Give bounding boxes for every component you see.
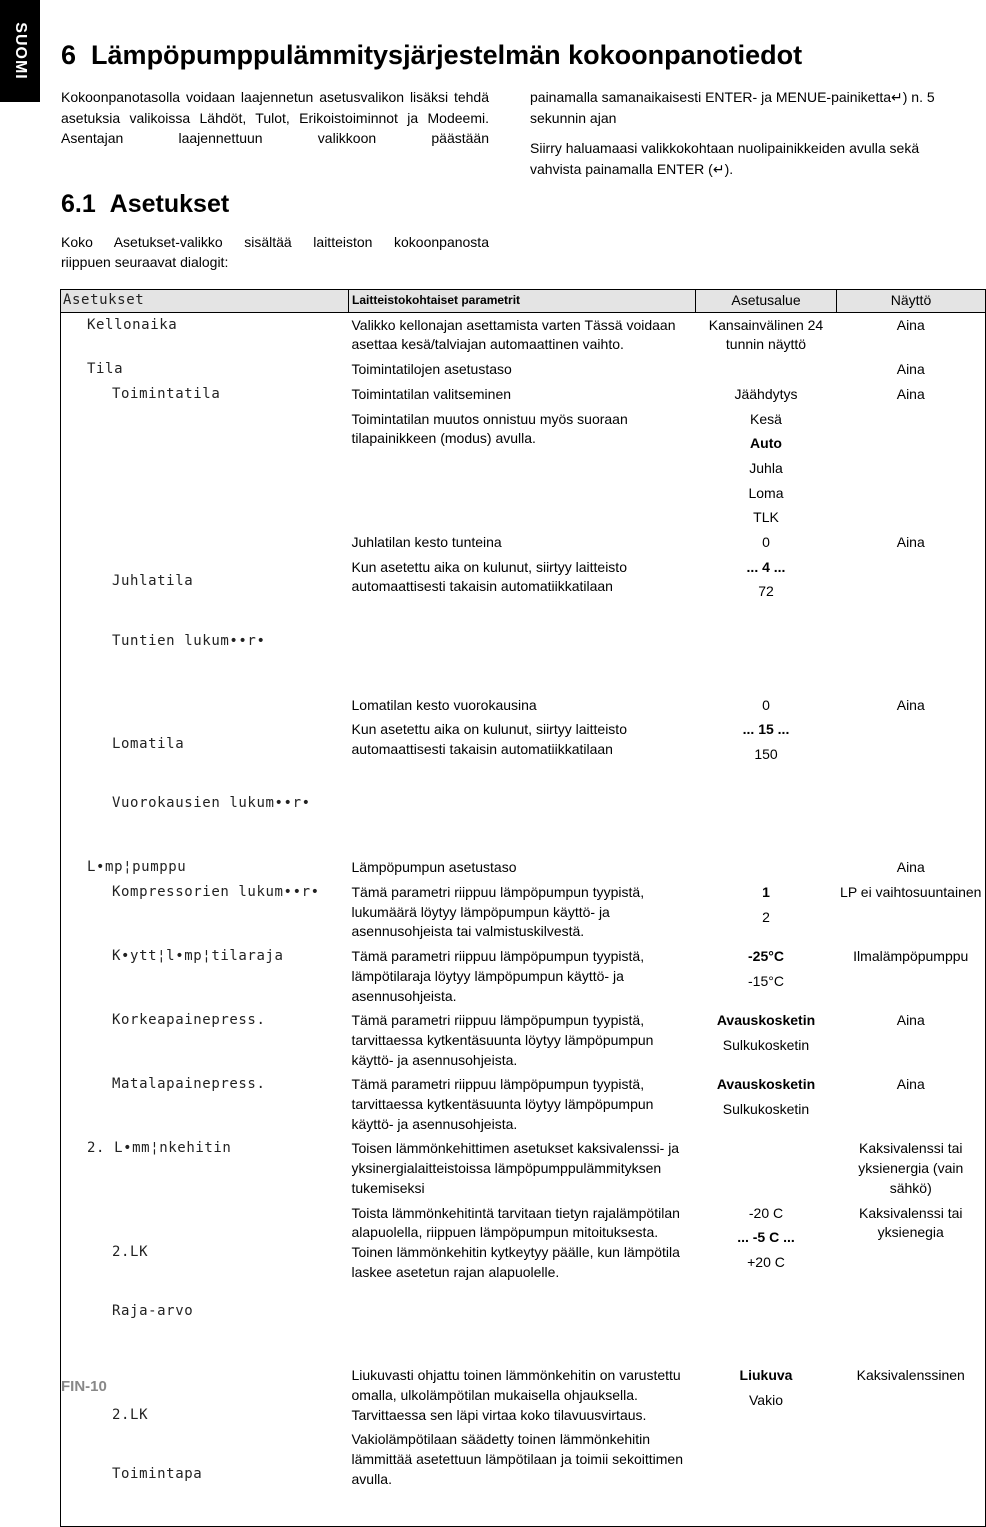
param-desc-line: Lomatilan kesto vuorokausina xyxy=(351,696,537,713)
range-option: Jäähdytys xyxy=(734,385,798,402)
param-desc-line: Toimintatilan valitseminen xyxy=(351,385,512,402)
display-value: Aina xyxy=(896,696,925,713)
page-number: FIN-10 xyxy=(61,1378,107,1395)
range-value: Kansainvälinen 24 tunnin näyttö xyxy=(708,316,824,353)
range-default: -25°C xyxy=(748,948,784,965)
menu-item: Tila xyxy=(87,361,124,378)
menu-item-line: Juhlatila xyxy=(112,573,194,590)
range-default: ... 15 ... xyxy=(742,721,790,738)
range-option-default: Auto xyxy=(750,435,782,452)
intro-right-p1: painamalla samanaikaisesti ENTER- ja MENUE-painiketta↵) n. 5 sekunnin ajan xyxy=(530,89,935,126)
param-desc-line: Liukuvasti ohjattu toinen lämmönkehitin on varustettu omalla, ulkolämpötilan mukaisella ohjauksella. Tarvittaessa sen läpi virtaa koko tilavuusvirtaus. xyxy=(351,1367,681,1423)
range-default: Avauskosketin xyxy=(716,1012,816,1029)
range-option: Vakio xyxy=(749,1391,783,1408)
range-option: Sulkukosketin xyxy=(722,1101,810,1118)
display-value: Kaksivalenssi tai yksienergia (vain sähkö) xyxy=(858,1140,964,1196)
table-row xyxy=(61,944,986,1008)
range-max: +20 C xyxy=(747,1253,785,1270)
menu-item: 2. L•mm¦nkehitin xyxy=(87,1140,232,1157)
table-row xyxy=(61,1136,986,1200)
table-row xyxy=(61,382,986,530)
menu-item-line: Raja-arvo xyxy=(112,1303,194,1320)
range-value xyxy=(696,1008,837,1072)
menu-item-line: 2.LK xyxy=(112,1243,149,1260)
display-value: Ilmalämpöpumppu xyxy=(853,948,969,965)
menu-item: K•ytt¦l•mp¦tilaraja xyxy=(112,948,284,965)
range-option: Loma xyxy=(748,484,784,501)
range-default: Avauskosketin xyxy=(716,1076,816,1093)
table-row xyxy=(61,1201,986,1364)
param-desc: Valikko kellonajan asettamista varten Tässä voidaan asettaa kesä/talviajan automaattinen vaihto. xyxy=(351,316,676,353)
range-value xyxy=(696,357,837,382)
range-value xyxy=(696,855,837,880)
range-value xyxy=(696,944,837,1008)
display-value: Aina xyxy=(896,534,925,551)
param-desc: Tämä parametri riippuu lämpöpumpun tyypistä, lämpötilaraja löytyy lämpöpumpun käyttö- ja asennusohjeista. xyxy=(351,948,645,1004)
param-desc xyxy=(349,693,696,856)
table-row xyxy=(61,357,986,382)
heading-title: Lämpöpumppulämmitysjärjestelmän kokoonpanotiedot xyxy=(91,40,803,70)
range-value xyxy=(696,1201,837,1364)
param-desc xyxy=(349,382,696,530)
menu-item: Kompressorien lukum••r• xyxy=(112,883,320,900)
range-max: 72 xyxy=(758,583,774,600)
section-title-text: Asetukset xyxy=(109,190,230,218)
settings-table xyxy=(60,289,986,1527)
range-value xyxy=(696,693,837,856)
param-desc-line: Toimintatilan muutos onnistuu myös suoraan tilapainikkeen (modus) avulla. xyxy=(351,410,628,447)
table-row xyxy=(61,312,986,357)
param-desc-line: Juhlatilan kesto tunteina xyxy=(351,534,502,551)
display-value: Aina xyxy=(896,316,925,333)
range-value xyxy=(696,382,837,530)
param-desc: Toisen lämmönkehittimen asetukset kaksivalenssi- ja yksinergialaitteistoissa lämpöpumppulämmityksen tukemiseksi xyxy=(351,1140,680,1196)
param-desc: Toimintatilojen asetustaso xyxy=(351,361,512,378)
page-title xyxy=(61,40,802,71)
menu-item xyxy=(61,1201,349,1364)
display-value: Kaksivalenssi tai yksienegia xyxy=(859,1204,963,1241)
param-desc xyxy=(349,530,696,693)
menu-item: Matalapainepress. xyxy=(112,1076,266,1093)
range-value xyxy=(696,1363,837,1526)
range-option: Kesä xyxy=(750,410,782,427)
section-number: 6.1 xyxy=(61,190,96,218)
intro-right-p2: Siirry haluamaasi valikkokohtaan nuolipainikkeiden avulla sekä vahvista painamalla ENTER (↵). xyxy=(530,140,920,177)
display-value: LP ei vaihtosuuntainen xyxy=(840,883,982,900)
display-value: Aina xyxy=(896,859,925,876)
header-menu: Asetukset xyxy=(61,290,349,313)
table-row xyxy=(61,693,986,856)
language-label: SUOMI xyxy=(12,22,29,80)
param-desc-line: Vakiolämpötilaan säädetty toinen lämmönkehitin lämmittää asetettuun lämpötilaan ja toimii sekoittimen avulla. xyxy=(351,1431,683,1487)
range-option: 2 xyxy=(762,908,770,925)
display-value: Aina xyxy=(896,1012,925,1029)
header-display: Näyttö xyxy=(837,290,986,313)
range-option: Sulkukosketin xyxy=(722,1036,810,1053)
menu-item-line: Lomatila xyxy=(112,736,185,753)
range-max: 150 xyxy=(754,746,778,763)
table-row xyxy=(61,880,986,944)
range-option: -15°C xyxy=(748,972,784,989)
display-value: Kaksivalenssinen xyxy=(856,1367,965,1384)
header-range: Asetusalue xyxy=(696,290,837,313)
menu-item-line: 2.LK xyxy=(112,1406,149,1423)
table-row xyxy=(61,855,986,880)
table-section-settings xyxy=(61,312,986,1526)
param-desc: Tämä parametri riippuu lämpöpumpun tyypistä, tarvittaessa kytkentäsuunta löytyy lämpöpumpun käyttö- ja asennusohjeista. xyxy=(351,1012,654,1068)
menu-item-line: Tuntien lukum••r• xyxy=(112,632,266,649)
display-value: Aina xyxy=(896,1076,925,1093)
display-value: Aina xyxy=(896,385,925,402)
range-min: -20 C xyxy=(748,1204,784,1221)
range-value xyxy=(696,1136,837,1200)
intro-left-text: Kokoonpanotasolla voidaan laajennetun asetusvalikon lisäksi tehdä asetuksia valikoissa Lähdöt, Tulot, Erikoistoiminnot ja Modeemi. Asentajan laajennettuun valikkoon päästään xyxy=(61,89,489,146)
param-desc xyxy=(349,1363,696,1526)
display-value: Aina xyxy=(896,361,925,378)
range-min: 0 xyxy=(762,534,770,551)
range-default: Liukuva xyxy=(739,1367,793,1384)
range-option: TLK xyxy=(753,509,779,526)
param-desc-line: Kun asetettu aika on kulunut, siirtyy laitteisto automaattisesti takaisin automatiikkatilaan xyxy=(351,721,627,758)
table-row xyxy=(61,1363,986,1526)
param-desc-line: Kun asetettu aika on kulunut, siirtyy laitteisto automaattisesti takaisin automatiikkatilaan xyxy=(351,558,627,595)
range-option: Juhla xyxy=(749,459,783,476)
menu-item: Kellonaika xyxy=(87,316,178,333)
range-value xyxy=(696,530,837,693)
menu-item: L•mp¦pumppu xyxy=(87,859,187,876)
menu-item-line: Toimintapa xyxy=(112,1465,203,1482)
section-intro xyxy=(61,232,489,272)
range-default: 1 xyxy=(762,883,770,900)
section-intro-line2: riippuen seuraavat dialogit: xyxy=(61,254,229,270)
table-row xyxy=(61,530,986,693)
menu-item xyxy=(61,530,349,693)
heading-number: 6 xyxy=(61,40,77,70)
menu-item: Korkeapainepress. xyxy=(112,1012,266,1029)
range-default: ... -5 C ... xyxy=(737,1229,795,1246)
header-params: Laitteistokohtaiset parametrit xyxy=(349,290,696,313)
menu-item xyxy=(61,693,349,856)
menu-item-line: Vuorokausien lukum••r• xyxy=(112,795,311,812)
language-side-tab xyxy=(0,0,40,102)
table-row xyxy=(61,1008,986,1072)
param-desc: Toista lämmönkehitintä tarvitaan tietyn rajalämpötilan alapuolella, riippuen lämpöpumpun mitoituksesta. Toinen lämmönkehitin kytkeytyy päälle, kun lämpötila laskee asetetun rajan alapuolelle. xyxy=(351,1204,680,1280)
menu-item: Toimintatila xyxy=(112,385,221,402)
range-default: ... 4 ... xyxy=(746,558,786,575)
section-title xyxy=(61,190,229,219)
section-intro-line1: Koko Asetukset-valikko sisältää laitteiston kokoonpanosta xyxy=(61,234,489,250)
range-min: 0 xyxy=(762,696,770,713)
param-desc: Lämpöpumpun asetustaso xyxy=(351,859,517,876)
range-value xyxy=(696,1072,837,1136)
param-desc: Tämä parametri riippuu lämpöpumpun tyypistä, tarvittaessa kytkentäsuunta löytyy lämpöpumpun käyttö- ja asennusohjeista. xyxy=(351,1076,654,1132)
param-desc: Tämä parametri riippuu lämpöpumpun tyypistä, lukumäärä löytyy lämpöpumpun käyttö- ja asennusohjeista tai valmistuskilvestä. xyxy=(351,883,645,940)
intro-right-text xyxy=(530,87,958,179)
table-header-row xyxy=(61,290,986,313)
range-value xyxy=(696,880,837,944)
table-row xyxy=(61,1072,986,1136)
